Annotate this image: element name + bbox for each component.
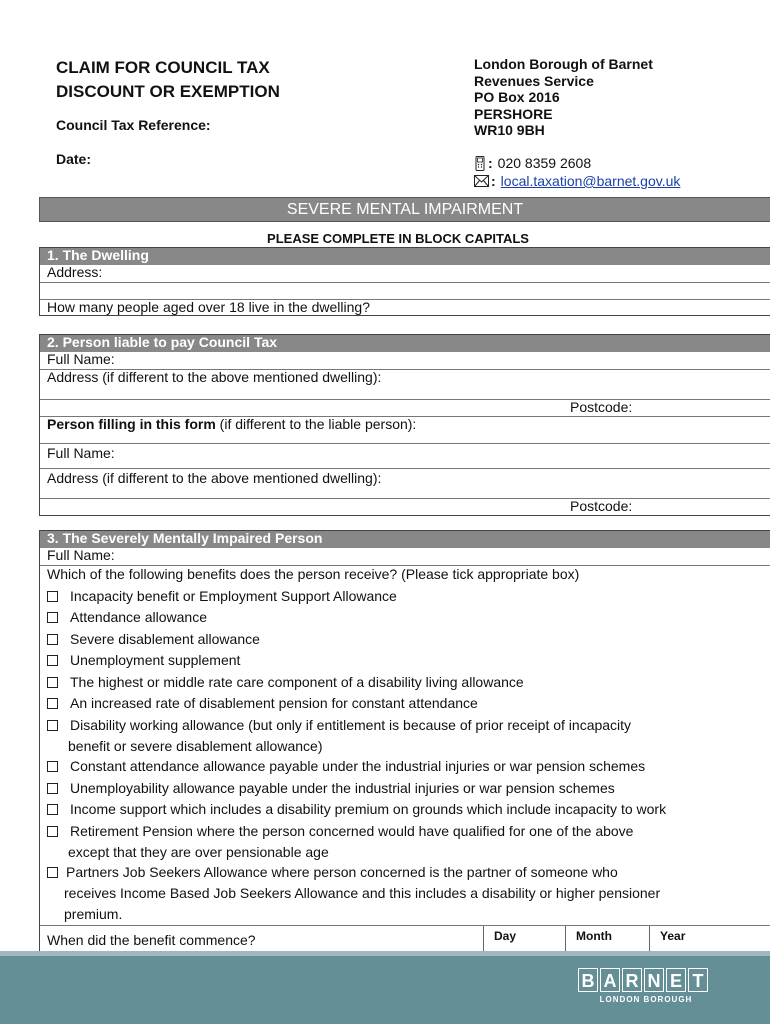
address-line: London Borough of Barnet [474,56,653,72]
benefit-option[interactable]: Unemployability allowance payable under the industrial injuries or war pension schemes [47,778,615,799]
impaired-full-name-label: Full Name: [47,547,115,563]
checkbox[interactable] [47,804,58,815]
dwelling-address-field[interactable] [40,282,770,299]
email-contact [474,173,680,189]
logo-letter: N [644,968,664,992]
month-field[interactable] [565,926,649,954]
benefit-option[interactable]: Incapacity benefit or Employment Support Allowance [47,586,397,607]
checkbox[interactable] [47,698,58,709]
email-separator: : [491,173,496,189]
liable-postcode-label: Postcode: [570,399,633,415]
checkbox[interactable] [47,612,58,623]
section-title: 1. The Dwelling [40,248,770,265]
section-title: 2. Person liable to pay Council Tax [40,335,770,352]
checkbox[interactable] [47,720,58,731]
filler-postcode-row [40,498,770,515]
benefit-option[interactable]: Attendance allowance [47,607,207,628]
form-banner: SEVERE MENTAL IMPAIRMENT [39,197,770,222]
phone-icon [474,156,486,171]
year-label: Year [660,929,686,943]
checkbox[interactable] [47,783,58,794]
liable-address-label: Address (if different to the above mentioned dwelling): [40,369,770,399]
form-filler-label-bold: Person filling in this form [47,416,216,432]
dwelling-address-label: Address: [47,264,103,280]
form-filler-label-rest: (if different to the liable person): [215,416,417,432]
form-filler-label [40,416,770,443]
liable-postcode-row [40,399,770,416]
logo-letter: R [622,968,642,992]
form-title-line-2: DISCOUNT OR EXEMPTION [56,82,280,101]
logo-letter: T [688,968,708,992]
address-line: Revenues Service [474,72,594,89]
checkbox[interactable] [47,677,58,688]
section-dwelling [39,247,770,316]
benefit-commence-label: When did the benefit commence? [47,932,256,948]
month-label: Month [576,929,612,943]
address-line: WR10 9BH [474,122,545,139]
benefit-option[interactable]: Income support which includes a disability premium on grounds which include incapacity to work [47,799,666,820]
address-line: PO Box 2016 [474,89,560,106]
address-line: PERSHORE [474,105,553,122]
envelope-icon [474,175,489,187]
day-label: Day [494,929,517,943]
filler-full-name-label: Full Name: [40,443,770,468]
benefit-option[interactable]: Retirement Pension where the person concerned would have qualified for one of the above except that they are over pensionable age [47,821,633,863]
benefit-option[interactable]: Disability working allowance (but only if entitlement is because of prior receipt of incapacity benefit or severe disablement allowance) [47,715,631,757]
council-address [474,56,653,139]
phone-contact [474,155,591,171]
form-title [56,56,376,104]
email-link[interactable]: local.taxation@barnet.gov.uk [500,173,681,189]
liable-full-name-label: Full Name: [47,351,115,367]
logo-letter: B [578,968,598,992]
checkbox[interactable] [47,655,58,666]
year-field[interactable] [649,926,770,954]
phone-separator: : [488,155,493,171]
section-liable-person [39,334,770,516]
benefits-question: Which of the following benefits does the person receive? (Please tick appropriate box) [47,566,580,582]
section-impaired-person [39,530,770,954]
logo-letter: E [666,968,686,992]
filler-postcode-label: Postcode: [570,498,633,514]
form-title-line-1: CLAIM FOR COUNCIL TAX [56,58,270,77]
logo-letter: A [600,968,620,992]
benefit-option[interactable]: Partners Job Seekers Allowance where person concerned is the partner of someone who receives Income Based Job Seekers Allowance and this includes a disability or higher pensioner premium. [47,862,660,925]
benefit-option[interactable]: An increased rate of disablement pension for constant attendance [47,693,478,714]
block-capitals-instruction: PLEASE COMPLETE IN BLOCK CAPITALS [267,231,529,246]
checkbox[interactable] [47,634,58,645]
barnet-logo [578,968,714,1004]
checkbox[interactable] [47,761,58,772]
benefit-option[interactable]: The highest or middle rate care component of a disability living allowance [47,672,524,693]
council-tax-reference-label: Council Tax Reference: [56,117,211,133]
benefit-commence-row [40,925,770,953]
benefits-panel [40,565,770,925]
benefit-option[interactable]: Unemployment supplement [47,650,240,671]
day-field[interactable] [483,926,565,954]
checkbox[interactable] [47,826,58,837]
filler-address-label: Address (if different to the above mentioned dwelling): [40,468,770,498]
benefit-option[interactable]: Severe disablement allowance [47,629,260,650]
checkbox[interactable] [47,867,58,878]
section-title: 3. The Severely Mentally Impaired Person [40,531,770,548]
date-label: Date: [56,151,92,167]
logo-subtitle: LONDON BOROUGH [599,995,693,1004]
benefit-option[interactable]: Constant attendance allowance payable under the industrial injuries or war pension schemes [47,756,645,777]
phone-number: 020 8359 2608 [497,155,592,171]
checkbox[interactable] [47,591,58,602]
people-over-18-label: How many people aged over 18 live in the dwelling? [40,299,770,316]
